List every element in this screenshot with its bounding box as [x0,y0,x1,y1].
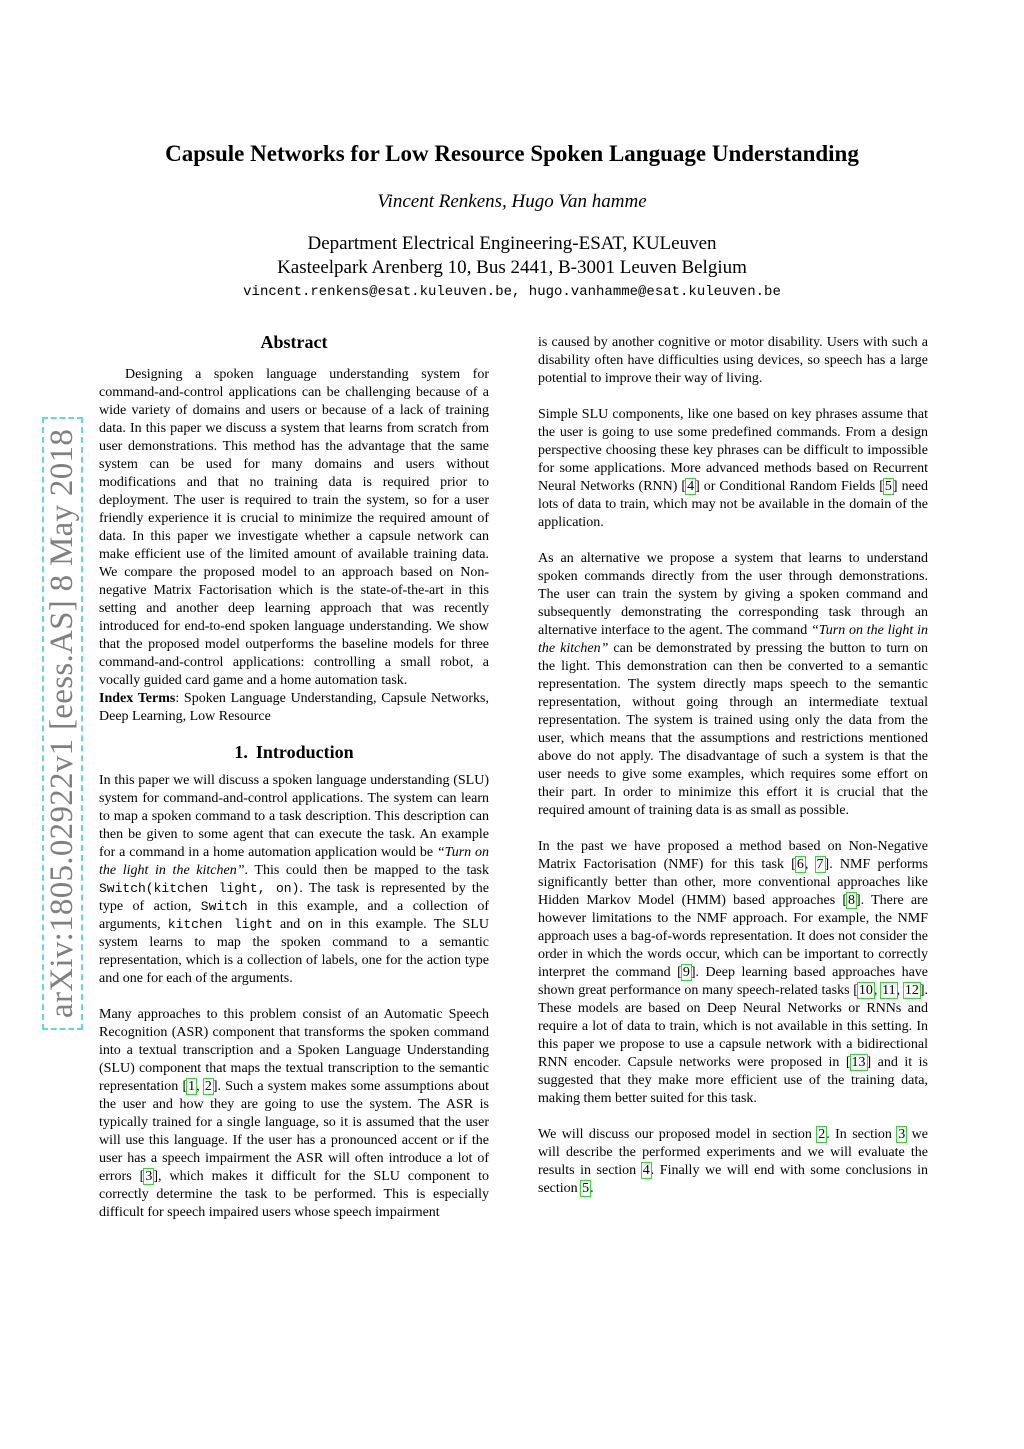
section-number: 1. [234,742,248,762]
citation-link-7[interactable]: 7 [816,857,824,872]
intro-paragraph-2 [99,1006,489,1222]
intro-paragraph-7 [538,1126,928,1198]
citation-link-13[interactable]: 13 [851,1055,866,1070]
abstract-heading: Abstract [260,332,328,352]
paper-title: Capsule Networks for Low Resource Spoken Language Understanding [165,141,859,166]
right-column [538,334,928,1198]
affiliation-line-1: Department Electrical Engineering-ESAT, KULeuven [307,233,717,254]
text-run: Many approaches to this problem consist of an Automatic Speech Recognition (ASR) component that transforms the spoken command into a textual transcription and a Spoken Language Understanding (SLU) component that maps the textual transcription to the semantic representation [ [99,1007,489,1094]
section-heading-introduction [99,740,489,764]
code-arg-2: on [307,917,324,932]
intro-paragraph-1 [99,772,489,988]
text-run: in this example, and a collection of arguments, [99,899,489,932]
text-run: in this example. The SLU system learns to map the spoken command to a semantic representation, which is a collection of labels, one for the action type and one for each of the arguments. [99,917,490,986]
citation-link-5[interactable]: 5 [884,479,892,494]
affiliation [0,232,1024,280]
text-run: In the past we have proposed a method based on Non-Negative Matrix Factorisation (NMF) for this task [ [538,839,928,872]
intro-paragraph-6 [538,838,928,1108]
text-run: ]. There are however limitations to the NMF approach. For example, the NMF approach uses a bag-of-words representation. It does not consider the order in which the words occur, which can be important to correctly interpret the command [ [538,893,928,980]
text-run: and [272,917,308,932]
abstract-body: Designing a spoken language understanding system for command-and-control applications can be challenging because of a wide variety of domains and users or because of a lack of training data. In this paper we discuss a system that learns from scratch from user demonstrations. This method has the advantage that the same system can be used for many domains and users without modifications and that no training data is required prior to deployment. The user is required to train the system, so for a user friendly experience it is crucial to minimize the required amount of data. In this paper we investigate whether a capsule network can make efficient use of the limited amount of available training data. We compare the proposed model to an approach based on Non-negative Matrix Factorisation which is the state-of-the-art in this setting and another deep learning approach that was recently introduced for end-to-end spoken language understanding. We show that the proposed model outperforms the baseline models for three command-and-control applications: controlling a small robot, a vocally guided card game and a home automation task. [99,367,489,688]
citation-link-6[interactable]: 6 [796,857,804,872]
code-action: Switch [200,899,248,914]
text-run: ] and it is suggested that they make more efficient use of the training data, making them better suited for this task. [538,1055,928,1106]
code-arg-1: kitchen light [167,917,273,932]
text-run: ]. NMF performs significantly better than other, more conventional approaches like Hidden Markov Model (HMM) based approaches [ [538,857,928,908]
text-run: we will describe the performed experiments and we will evaluate the results in section [538,1127,928,1178]
text-run: ]. These models are based on Deep Neural Networks or RNNs and require a lot of data to train, which is not available in this setting. In this paper we propose to use a capsule network with a bidirectional RNN encoder. Capsule networks were proposed in [ [538,983,928,1070]
text-run: . [590,1181,594,1196]
section-link-2[interactable]: 2 [818,1127,826,1142]
citation-link-1[interactable]: 1 [188,1079,196,1094]
text-run: . Finally we will end with some conclusions in section [538,1163,928,1196]
citation-link-8[interactable]: 8 [848,893,855,908]
section-link-4[interactable]: 4 [642,1163,650,1178]
section-link-5[interactable]: 5 [582,1181,590,1196]
text-run: ]. Such a system makes some assumptions about the user and how they are going to use the system. The ASR is typically trained for a single language, so it is assumed that the user will use this language. If the user has a pronounced accent or if the user has a speech impairment the ASR will often introduce a lot of errors [ [99,1079,489,1184]
text-run: ] or Conditional Random Fields [ [695,479,884,494]
left-column [99,330,489,1222]
example-quote: “Turn on the light in the kitchen” [538,623,928,656]
text-run: . The task is represented by the type of action, [99,881,489,914]
text-run: can be demonstrated by pressing the button to turn on the light. This demonstration can then be converted to a semantic representation. The system directly maps speech to the semantic representation, without going through an intermediate textual representation. The system is trained using only the data from the user, which means that the assumptions and restrictions mentioned above do not apply. The disadvantage of such a system is that the user needs to give some examples, which requires some effort on their part. In order to minimize this effort it is crucial that the required amount of training data is as small as possible. [538,641,928,818]
text-run: . In section [826,1127,898,1142]
author-emails: vincent.renkens@esat.kuleuven.be, hugo.vanhamme@esat.kuleuven.be [243,284,781,300]
example-quote: “Turn on the light in the kitchen” [99,845,489,878]
text-run: , [804,857,816,872]
text-run: We will discuss our proposed model in section [538,1127,818,1142]
section-title: Introduction [255,742,354,762]
text-run: ], which makes it difficult for the SLU component to correctly determine the task to be performed. This is especially difficult for speech impaired users whose speech impairment [99,1169,489,1220]
text-run: As an alternative we propose a system that learns to understand spoken commands directly from the user through demonstrations. The user can train the system by giving a spoken command and subsequently demonstrating the corresponding task through an alternative interface to the agent. The command [538,551,928,638]
index-terms-text: : Spoken Language Understanding, Capsule Networks, Deep Learning, Low Resource [99,691,489,724]
affiliation-line-2: Kasteelpark Arenberg 10, Bus 2441, B-3001 Leuven Belgium [277,257,747,278]
text-run: ] need lots of data to train, which may not be available in the domain of the application. [538,479,929,530]
index-terms-label: Index Terms [99,691,176,706]
citation-link-11[interactable]: 11 [882,983,896,998]
text-run: , [896,983,904,998]
text-run: , [196,1079,204,1094]
text-run: In this paper we will discuss a spoken language understanding (SLU) system for command-and-control applications. The system can learn to map a spoken command to a task description. This description can then be given to some agent that can execute the task. An example for a command in a home automation application would be [99,773,489,860]
citation-link-4[interactable]: 4 [687,479,695,494]
citation-link-10[interactable]: 10 [858,983,873,998]
text-run: Simple SLU components, like one based on key phrases assume that the user is going to use some predefined commands. From a design perspective choosing these key phrases can be difficult to impossible for some applications. More advanced methods based on Recurrent Neural Networks (RNN) [ [538,407,928,494]
section-link-3[interactable]: 3 [898,1127,906,1142]
intro-paragraph-3: is caused by another cognitive or motor disability. Users with such a disability often have difficulties using devices, so speech has a large potential to improve their way of living. [538,335,928,386]
arxiv-stamp[interactable]: arXiv:1805.02922v1 [eess.AS] 8 May 2018 [42,417,83,1030]
text-run: . This could then be mapped to the task [244,863,489,878]
text-run: ]. Deep learning based approaches have shown great performance on many speech-related tasks [ [538,965,928,998]
citation-link-3[interactable]: 3 [145,1169,153,1184]
intro-paragraph-5 [538,550,928,820]
code-task: Switch(kitchen light, on) [99,881,300,896]
citation-link-2[interactable]: 2 [204,1079,212,1094]
text-run: , [873,983,882,998]
index-terms [99,690,489,726]
intro-paragraph-4 [538,406,928,532]
paper-authors: Vincent Renkens, Hugo Van hamme [377,191,647,212]
citation-link-12[interactable]: 12 [904,983,919,998]
citation-link-9[interactable]: 9 [682,965,690,980]
